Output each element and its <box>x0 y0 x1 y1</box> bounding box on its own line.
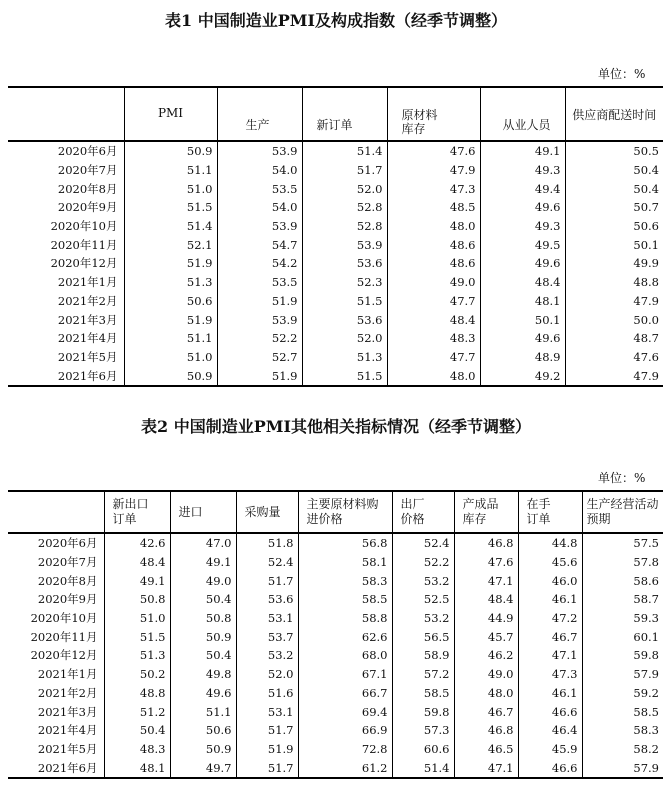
table-cell: 45.9 <box>518 740 582 759</box>
table-cell: 66.7 <box>298 684 392 703</box>
table-cell: 47.1 <box>454 571 518 590</box>
table-cell: 52.2 <box>392 553 454 572</box>
row-label: 2021年6月 <box>8 758 104 778</box>
table-cell: 45.7 <box>454 627 518 646</box>
table-cell: 46.7 <box>518 627 582 646</box>
table-cell: 53.9 <box>217 217 302 236</box>
row-label: 2020年6月 <box>37 536 98 551</box>
table1-col-header: PMI <box>124 87 217 141</box>
table-cell: 53.9 <box>217 141 302 161</box>
table-cell: 51.7 <box>236 721 298 740</box>
table-cell: 51.5 <box>124 198 217 217</box>
table-cell: 49.9 <box>565 254 663 273</box>
table-cell: 46.7 <box>454 702 518 721</box>
table-row <box>8 740 663 759</box>
table-row <box>8 553 663 572</box>
table-cell: 53.2 <box>392 571 454 590</box>
table-cell: 49.6 <box>480 254 565 273</box>
table-cell: 51.1 <box>170 702 236 721</box>
table2-col-header: 在手订单 <box>518 491 582 533</box>
table-cell: 51.9 <box>124 310 217 329</box>
table-row <box>8 721 663 740</box>
table-row <box>8 609 663 628</box>
table-cell: 49.0 <box>387 273 480 292</box>
table1-col-header: 新订单 <box>302 87 387 141</box>
table-cell: 51.0 <box>124 179 217 198</box>
table-cell: 50.4 <box>170 646 236 665</box>
table-cell: 50.4 <box>565 161 663 180</box>
table-cell: 48.9 <box>480 348 565 367</box>
table-cell: 58.3 <box>298 571 392 590</box>
table-row <box>8 348 663 367</box>
table2-col-header: 主要原材料购进价格 <box>298 491 392 533</box>
table-cell: 48.5 <box>387 198 480 217</box>
table-cell: 59.2 <box>582 684 663 703</box>
table-cell: 48.7 <box>565 329 663 348</box>
table-cell: 61.2 <box>298 758 392 778</box>
table-cell: 58.7 <box>582 590 663 609</box>
table-cell: 46.1 <box>518 684 582 703</box>
table-cell: 47.3 <box>387 179 480 198</box>
table-cell: 52.4 <box>236 553 298 572</box>
table-cell: 47.9 <box>565 366 663 386</box>
row-label: 2020年7月 <box>57 163 118 178</box>
table-cell: 60.1 <box>582 627 663 646</box>
table-cell: 51.9 <box>236 740 298 759</box>
table-cell: 51.0 <box>104 609 170 628</box>
table-cell: 52.0 <box>236 665 298 684</box>
table-cell: 48.4 <box>480 273 565 292</box>
table-cell: 53.2 <box>392 609 454 628</box>
table-cell: 53.1 <box>236 702 298 721</box>
table-cell: 46.1 <box>518 590 582 609</box>
table-cell: 52.7 <box>217 348 302 367</box>
table-cell: 49.5 <box>480 235 565 254</box>
table-cell: 56.5 <box>392 627 454 646</box>
table-cell: 48.8 <box>104 684 170 703</box>
table-cell: 48.0 <box>387 366 480 386</box>
table-row <box>8 161 663 180</box>
table-row <box>8 366 663 386</box>
table-cell: 46.0 <box>518 571 582 590</box>
table-cell: 50.6 <box>124 292 217 311</box>
table-cell: 69.4 <box>298 702 392 721</box>
table2-header-row <box>8 491 663 533</box>
table1-unit: 单位：% <box>598 67 646 81</box>
table-cell: 51.7 <box>236 758 298 778</box>
table-cell: 52.0 <box>302 329 387 348</box>
table-cell: 58.9 <box>392 646 454 665</box>
table-cell: 52.8 <box>302 217 387 236</box>
table-cell: 47.2 <box>518 609 582 628</box>
table-cell: 49.3 <box>480 217 565 236</box>
table-row <box>8 329 663 348</box>
table-cell: 58.5 <box>298 590 392 609</box>
row-label: 2021年3月 <box>57 312 118 327</box>
table-cell: 44.8 <box>518 533 582 553</box>
table2-col-header: 采购量 <box>236 491 298 533</box>
table1-col-header: 原材料库存 <box>387 87 480 141</box>
table-cell: 53.7 <box>236 627 298 646</box>
table-cell: 49.1 <box>480 141 565 161</box>
table-cell: 47.6 <box>565 348 663 367</box>
table-cell: 49.6 <box>480 329 565 348</box>
table-cell: 48.4 <box>387 310 480 329</box>
table-cell: 59.3 <box>582 609 663 628</box>
table-cell: 49.2 <box>480 366 565 386</box>
table-cell: 47.9 <box>565 292 663 311</box>
table-row <box>8 141 663 161</box>
row-label: 2021年4月 <box>37 723 98 738</box>
table-cell: 52.5 <box>392 590 454 609</box>
row-label: 2020年12月 <box>50 256 118 271</box>
table-cell: 68.0 <box>298 646 392 665</box>
table2-col-header: 生产经营活动预期 <box>582 491 663 533</box>
row-label: 2021年4月 <box>57 331 118 346</box>
table-cell: 51.4 <box>302 141 387 161</box>
row-label: 2020年9月 <box>37 592 98 607</box>
table-cell: 51.8 <box>236 533 298 553</box>
table-cell: 51.7 <box>236 571 298 590</box>
table-cell: 57.9 <box>582 758 663 778</box>
table-cell: 45.6 <box>518 553 582 572</box>
table-cell: 51.1 <box>124 161 217 180</box>
table1-col-header: 供应商配送时间 <box>565 87 663 141</box>
table-cell: 58.1 <box>298 553 392 572</box>
table-row <box>8 310 663 329</box>
table1-col-header: 生产 <box>217 87 302 141</box>
table-cell: 47.0 <box>170 533 236 553</box>
table-row <box>8 273 663 292</box>
table-cell: 51.5 <box>302 292 387 311</box>
table-cell: 48.1 <box>104 758 170 778</box>
table-cell: 50.8 <box>104 590 170 609</box>
table2-col-header: 出厂价格 <box>392 491 454 533</box>
table-row <box>8 533 663 553</box>
table-cell: 59.8 <box>392 702 454 721</box>
row-label: 2021年2月 <box>37 685 98 700</box>
table-cell: 57.5 <box>582 533 663 553</box>
table-cell: 53.6 <box>302 254 387 273</box>
row-label: 2020年6月 <box>57 144 118 159</box>
table-cell: 53.5 <box>217 273 302 292</box>
table-cell: 51.3 <box>124 273 217 292</box>
table-cell: 52.0 <box>302 179 387 198</box>
table-cell: 50.5 <box>565 141 663 161</box>
table-cell: 54.7 <box>217 235 302 254</box>
table-cell: 50.0 <box>565 310 663 329</box>
table1-body <box>8 141 663 386</box>
table-cell: 57.8 <box>582 553 663 572</box>
table-cell: 53.2 <box>236 646 298 665</box>
table-cell: 48.6 <box>387 254 480 273</box>
table-row <box>8 758 663 778</box>
table-cell: 51.9 <box>217 366 302 386</box>
table-cell: 47.6 <box>387 141 480 161</box>
table-cell: 51.9 <box>124 254 217 273</box>
table-cell: 59.8 <box>582 646 663 665</box>
table-cell: 53.6 <box>236 590 298 609</box>
table-cell: 48.1 <box>480 292 565 311</box>
table-cell: 67.1 <box>298 665 392 684</box>
table2-col-header: 产成品库存 <box>454 491 518 533</box>
table-row <box>8 627 663 646</box>
table-cell: 49.1 <box>170 553 236 572</box>
table-cell: 53.5 <box>217 179 302 198</box>
table-cell: 48.0 <box>387 217 480 236</box>
table-cell: 51.2 <box>104 702 170 721</box>
table-cell: 58.5 <box>582 702 663 721</box>
table-cell: 51.3 <box>104 646 170 665</box>
table-cell: 58.8 <box>298 609 392 628</box>
table-cell: 44.9 <box>454 609 518 628</box>
table-cell: 50.6 <box>170 721 236 740</box>
table-cell: 49.1 <box>104 571 170 590</box>
table-cell: 54.0 <box>217 161 302 180</box>
table-cell: 47.3 <box>518 665 582 684</box>
table-cell: 48.6 <box>387 235 480 254</box>
table-cell: 50.4 <box>104 721 170 740</box>
table-cell: 49.8 <box>170 665 236 684</box>
table-cell: 50.2 <box>104 665 170 684</box>
table-cell: 47.1 <box>518 646 582 665</box>
row-label: 2020年10月 <box>30 611 98 626</box>
table-row <box>8 571 663 590</box>
table-cell: 51.5 <box>302 366 387 386</box>
table2-corner-cell <box>8 491 104 533</box>
table-cell: 49.0 <box>170 571 236 590</box>
table-cell: 47.6 <box>454 553 518 572</box>
table-cell: 46.8 <box>454 533 518 553</box>
table-cell: 52.4 <box>392 533 454 553</box>
table-cell: 54.2 <box>217 254 302 273</box>
table-cell: 53.6 <box>302 310 387 329</box>
table-cell: 51.7 <box>302 161 387 180</box>
table-row <box>8 646 663 665</box>
pmi-other-indicators-table <box>8 490 663 779</box>
table2-col-header: 新出口订单 <box>104 491 170 533</box>
table-cell: 46.6 <box>518 702 582 721</box>
table-cell: 51.1 <box>124 329 217 348</box>
table-cell: 49.7 <box>170 758 236 778</box>
row-label: 2020年10月 <box>50 219 118 234</box>
table-cell: 50.9 <box>124 141 217 161</box>
table-cell: 48.8 <box>565 273 663 292</box>
table-cell: 50.9 <box>170 627 236 646</box>
table-cell: 57.3 <box>392 721 454 740</box>
table-cell: 51.4 <box>124 217 217 236</box>
table-cell: 57.2 <box>392 665 454 684</box>
table-cell: 51.6 <box>236 684 298 703</box>
table-cell: 51.0 <box>124 348 217 367</box>
table-cell: 49.0 <box>454 665 518 684</box>
table-cell: 49.4 <box>480 179 565 198</box>
table-cell: 58.2 <box>582 740 663 759</box>
table-cell: 47.7 <box>387 348 480 367</box>
table-row <box>8 179 663 198</box>
table-cell: 51.4 <box>392 758 454 778</box>
table-cell: 50.9 <box>170 740 236 759</box>
table1-col-header: 从业人员 <box>480 87 565 141</box>
table2-title: 表2 中国制造业PMI其他相关指标情况（经季节调整） <box>141 417 531 436</box>
table1-corner-cell <box>8 87 124 141</box>
table-cell: 46.5 <box>454 740 518 759</box>
table-cell: 50.1 <box>480 310 565 329</box>
row-label: 2020年11月 <box>30 629 98 644</box>
table-cell: 72.8 <box>298 740 392 759</box>
row-label: 2020年8月 <box>37 573 98 588</box>
table-cell: 50.7 <box>565 198 663 217</box>
table2-unit: 单位：% <box>598 471 646 485</box>
row-label: 2021年5月 <box>57 349 118 364</box>
pmi-composition-table <box>8 86 663 387</box>
row-label: 2021年2月 <box>57 293 118 308</box>
table-cell: 49.6 <box>480 198 565 217</box>
table-cell: 57.9 <box>582 665 663 684</box>
row-label: 2020年12月 <box>30 648 98 663</box>
table-cell: 46.2 <box>454 646 518 665</box>
table-cell: 49.3 <box>480 161 565 180</box>
table-cell: 47.9 <box>387 161 480 180</box>
table1-header-row <box>8 87 663 141</box>
table-cell: 46.4 <box>518 721 582 740</box>
table-cell: 48.4 <box>454 590 518 609</box>
row-label: 2020年7月 <box>37 555 98 570</box>
table-cell: 52.1 <box>124 235 217 254</box>
row-label: 2021年5月 <box>37 741 98 756</box>
row-label: 2021年1月 <box>57 275 118 290</box>
table-cell: 49.6 <box>170 684 236 703</box>
table-cell: 62.6 <box>298 627 392 646</box>
table-cell: 47.1 <box>454 758 518 778</box>
table-cell: 53.1 <box>236 609 298 628</box>
table-cell: 50.6 <box>565 217 663 236</box>
table-cell: 58.5 <box>392 684 454 703</box>
table-cell: 42.6 <box>104 533 170 553</box>
table-cell: 53.9 <box>302 235 387 254</box>
table2-col-header: 进口 <box>170 491 236 533</box>
table-cell: 48.0 <box>454 684 518 703</box>
table-cell: 48.4 <box>104 553 170 572</box>
table-cell: 51.9 <box>217 292 302 311</box>
row-label: 2021年3月 <box>37 704 98 719</box>
table-row <box>8 702 663 721</box>
table-cell: 56.8 <box>298 533 392 553</box>
table-cell: 48.3 <box>104 740 170 759</box>
table-cell: 50.8 <box>170 609 236 628</box>
table-cell: 58.6 <box>582 571 663 590</box>
table-cell: 58.3 <box>582 721 663 740</box>
table-cell: 52.2 <box>217 329 302 348</box>
table-cell: 50.9 <box>124 366 217 386</box>
row-label: 2020年9月 <box>57 200 118 215</box>
table-cell: 50.4 <box>565 179 663 198</box>
table-row <box>8 590 663 609</box>
table-cell: 50.1 <box>565 235 663 254</box>
table-row <box>8 684 663 703</box>
table2-body <box>8 533 663 778</box>
table-row <box>8 292 663 311</box>
table-row <box>8 665 663 684</box>
table-cell: 53.9 <box>217 310 302 329</box>
table-cell: 48.3 <box>387 329 480 348</box>
table-cell: 54.0 <box>217 198 302 217</box>
table1-title: 表1 中国制造业PMI及构成指数（经季节调整） <box>165 11 507 30</box>
table-cell: 51.3 <box>302 348 387 367</box>
table-cell: 66.9 <box>298 721 392 740</box>
table-cell: 50.4 <box>170 590 236 609</box>
table-row <box>8 198 663 217</box>
row-label: 2021年6月 <box>8 366 124 386</box>
table-row <box>8 254 663 273</box>
table-cell: 46.8 <box>454 721 518 740</box>
table-cell: 47.7 <box>387 292 480 311</box>
table-cell: 46.6 <box>518 758 582 778</box>
table-cell: 60.6 <box>392 740 454 759</box>
table-cell: 51.5 <box>104 627 170 646</box>
table-cell: 52.8 <box>302 198 387 217</box>
row-label: 2020年8月 <box>57 181 118 196</box>
table-row <box>8 217 663 236</box>
table-row <box>8 235 663 254</box>
row-label: 2020年11月 <box>50 237 118 252</box>
row-label: 2021年1月 <box>37 667 98 682</box>
table-cell: 52.3 <box>302 273 387 292</box>
